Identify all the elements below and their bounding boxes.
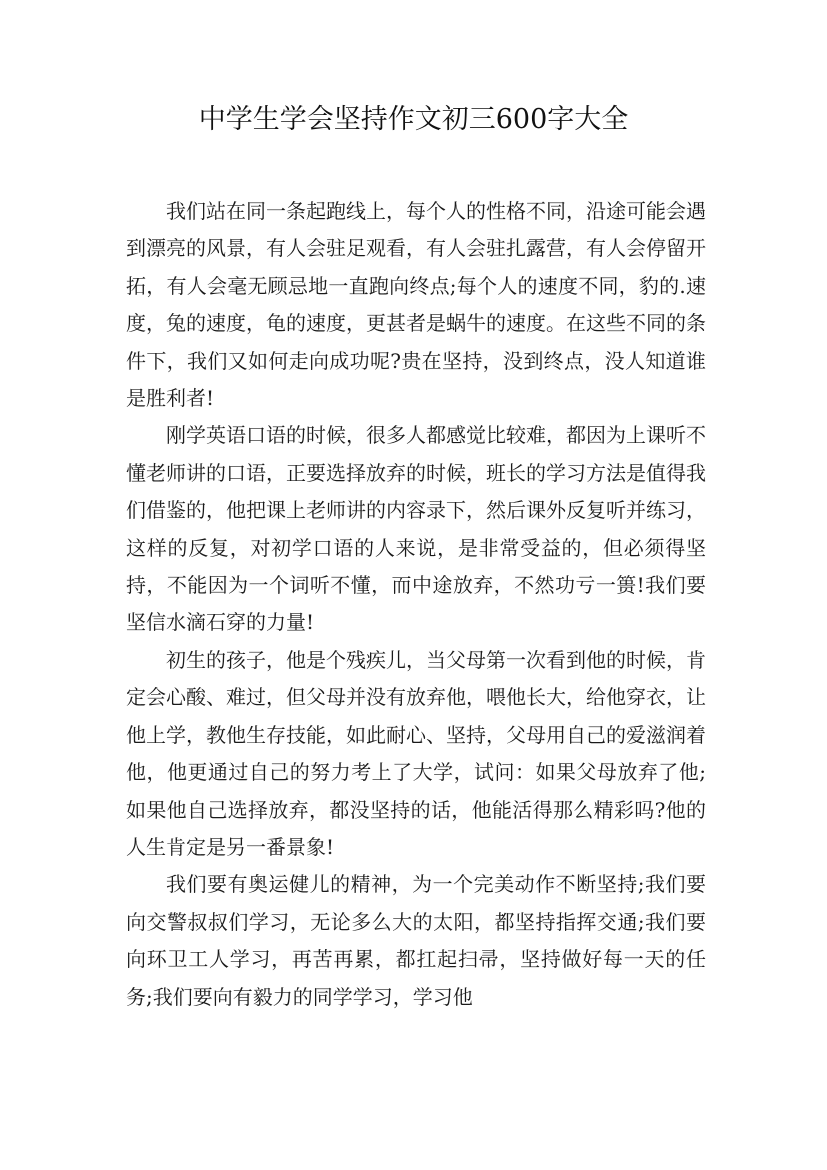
- paragraph-4: 我们要有奥运健儿的精神，为一个完美动作不断坚持;我们要向交警叔叔们学习，无论多么大的太阳，都坚持指挥交通;我们要向环卫工人学习，再苦再累，都扛起扫帚，坚持做好每一天的任务;我们要向有毅力的同学学习，学习他: [126, 872, 706, 1009]
- paragraph-2: 刚学英语口语的时候，很多人都感觉比较难，都因为上课听不懂老师讲的口语，正要选择放弃的时候，班长的学习方法是值得我们借鉴的，他把课上老师讲的内容录下，然后课外反复听并练习，这样的反复，对初学口语的人来说，是非常受益的，但必须得坚持，不能因为一个词听不懂，而中途放弃，不然功亏一篑!我们要坚信水滴石穿的力量!: [126, 423, 706, 635]
- document-title: 中学生学会坚持作文初三600字大全: [198, 104, 629, 135]
- paragraph-3: 初生的孩子，他是个残疾儿，当父母第一次看到他的时候，肯定会心酸、难过，但父母并没有放弃他，喂他长大，给他穿衣，让他上学，教他生存技能，如此耐心、坚持，父母用自己的爱滋润着他，他更通过自己的努力考上了大学，试问：如果父母放弃了他;如果他自己选择放弃，都没坚持的话，他能活得那么精彩吗?他的人生肯定是另一番景象!: [126, 647, 706, 859]
- document-body: [126, 193, 706, 1016]
- paragraph-1: 我们站在同一条起跑线上，每个人的性格不同，沿途可能会遇到漂亮的风景，有人会驻足观看，有人会驻扎露营，有人会停留开拓，有人会毫无顾忌地一直跑向终点;每个人的速度不同，豹的.速度，兔的速度，龟的速度，更甚者是蜗牛的速度。在这些不同的条件下，我们又如何走向成功呢?贵在坚持，没到终点，没人知道谁是胜利者!: [126, 199, 706, 411]
